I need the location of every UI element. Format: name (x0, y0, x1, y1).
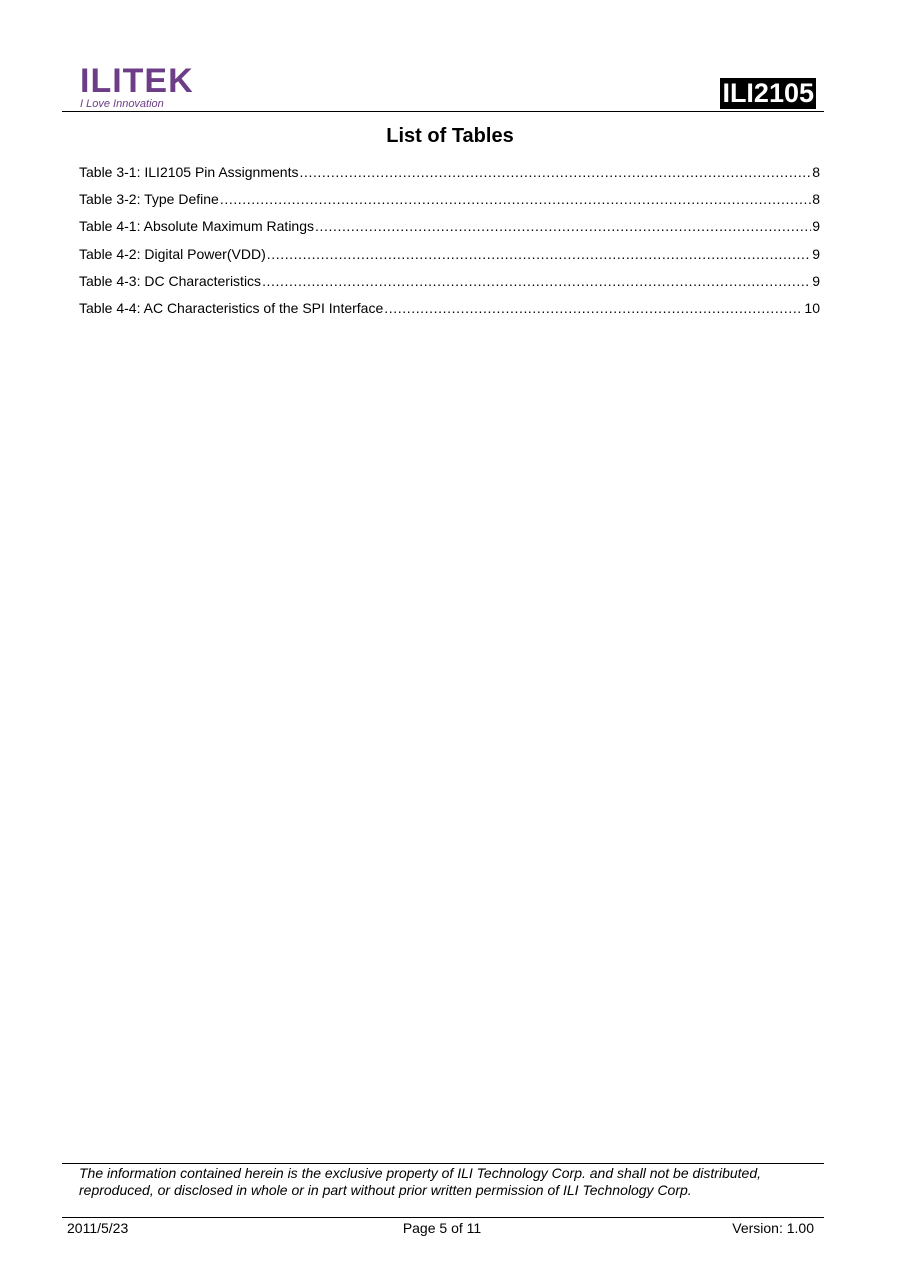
toc-entry-page: 9 (812, 272, 820, 289)
logo-tagline: I Love Innovation (80, 98, 164, 110)
toc-entry-label: Table 4-3: DC Characteristics (79, 272, 262, 289)
toc-entry-label: Table 4-2: Digital Power(VDD) (79, 245, 266, 262)
toc-entry[interactable] (79, 299, 820, 326)
toc-dot-leader (384, 299, 803, 317)
toc-entry-page: 8 (812, 164, 820, 180)
page-header (62, 60, 824, 113)
page-title: List of Tables (386, 125, 514, 147)
toc-entry[interactable] (79, 217, 820, 244)
footer-version: Version: 1.00 (732, 1220, 814, 1236)
toc-entry-label: Table 3-2: Type Define (79, 191, 219, 208)
chip-name-badge: ILI2105 (722, 78, 814, 108)
footer-page-number: Page 5 of 11 (402, 1220, 482, 1236)
footer-divider-bottom (62, 1217, 824, 1218)
ilitek-logo (80, 62, 194, 110)
toc-entry[interactable] (79, 163, 820, 190)
confidentiality-notice: The information contained herein is the exclusive property of ILI Technology Corp. and shall not be distributed, reproduced, or disclosed in whole or in part without prior written permission of ILI Technology Corp. (79, 1165, 761, 1198)
toc-dot-leader (262, 272, 811, 290)
footer-date: 2011/5/23 (67, 1220, 129, 1236)
list-of-tables (79, 163, 820, 326)
toc-entry-label: Table 4-1: Absolute Maximum Ratings (79, 218, 314, 235)
footer-divider-top (62, 1163, 824, 1164)
toc-entry[interactable] (79, 272, 820, 299)
toc-entry-label: Table 4-4: AC Characteristics of the SPI Interface (79, 299, 384, 316)
toc-entry-page: 9 (812, 218, 820, 235)
toc-dot-leader (267, 245, 811, 263)
header-divider (62, 111, 824, 112)
toc-dot-leader (299, 163, 811, 181)
toc-entry-page: 8 (812, 191, 820, 208)
toc-entry[interactable] (79, 190, 820, 217)
toc-dot-leader (220, 190, 811, 208)
toc-entry-label: Table 3-1: ILI2105 Pin Assignments (79, 164, 299, 180)
toc-entry-page: 10 (804, 299, 820, 316)
logo-wordmark: ILITEK (80, 62, 194, 100)
toc-entry[interactable] (79, 245, 820, 272)
toc-dot-leader (315, 217, 811, 235)
toc-entry-page: 9 (812, 245, 820, 262)
